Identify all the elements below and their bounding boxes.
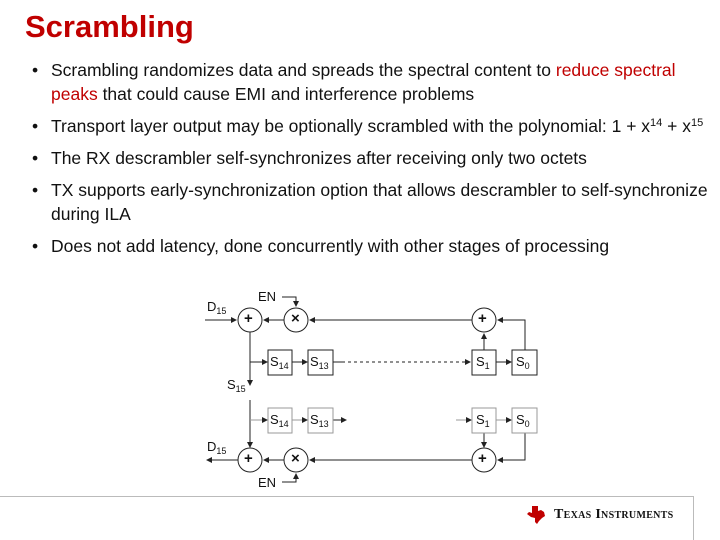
bullet-text: Transport layer output may be optionally scrambled with the polynomial: 1 + x: [51, 116, 651, 136]
register-label: $S_0$: [516, 354, 530, 371]
plus-symbol: +: [244, 310, 253, 327]
logo-text: Texas Instruments: [554, 507, 674, 522]
register-label: $S_{13}$: [310, 412, 329, 429]
bullet-text: The RX descrambler self-synchronizes after receiving only two octets: [51, 148, 587, 168]
bullet-text: TX supports early-synchronization option that allows descrambler to self-synchronize during ILA: [51, 180, 708, 224]
enable-label: EN: [258, 475, 277, 490]
exponent: 15: [690, 117, 704, 129]
plus-symbol: +: [478, 450, 487, 467]
register-label: $S_1$: [476, 412, 490, 429]
register-label: $S_{14}$: [270, 354, 289, 371]
ti-logo: [526, 505, 674, 525]
bullet-text: Scrambling randomizes data and spreads the spectral content to: [51, 60, 556, 80]
output-label: $D_{15}$: [207, 439, 227, 456]
register-label: $S_{14}$: [270, 412, 289, 429]
register-label: $S_{13}$: [310, 354, 329, 371]
texas-state-icon: [526, 505, 546, 525]
exponent: 14: [650, 117, 663, 129]
s15-label: $S_{15}$: [227, 377, 246, 394]
register-label: $S_0$: [516, 412, 530, 429]
plus-symbol: +: [478, 310, 487, 327]
register-label: $S_1$: [476, 354, 490, 371]
bullet-text: that could cause EMI and interference problems: [97, 84, 475, 104]
times-symbol: ×: [291, 310, 300, 327]
bullet-text: Does not add latency, done concurrently with other stages of processing: [51, 236, 610, 256]
times-symbol: ×: [291, 450, 300, 467]
slide-title: Scrambling: [25, 9, 194, 44]
highlight-text: reduce spectral peaks: [51, 60, 676, 104]
input-label: $D_{15}$: [207, 299, 227, 316]
enable-label: EN: [258, 289, 277, 304]
bullet-text: + x: [662, 116, 691, 136]
plus-symbol: +: [244, 450, 253, 467]
